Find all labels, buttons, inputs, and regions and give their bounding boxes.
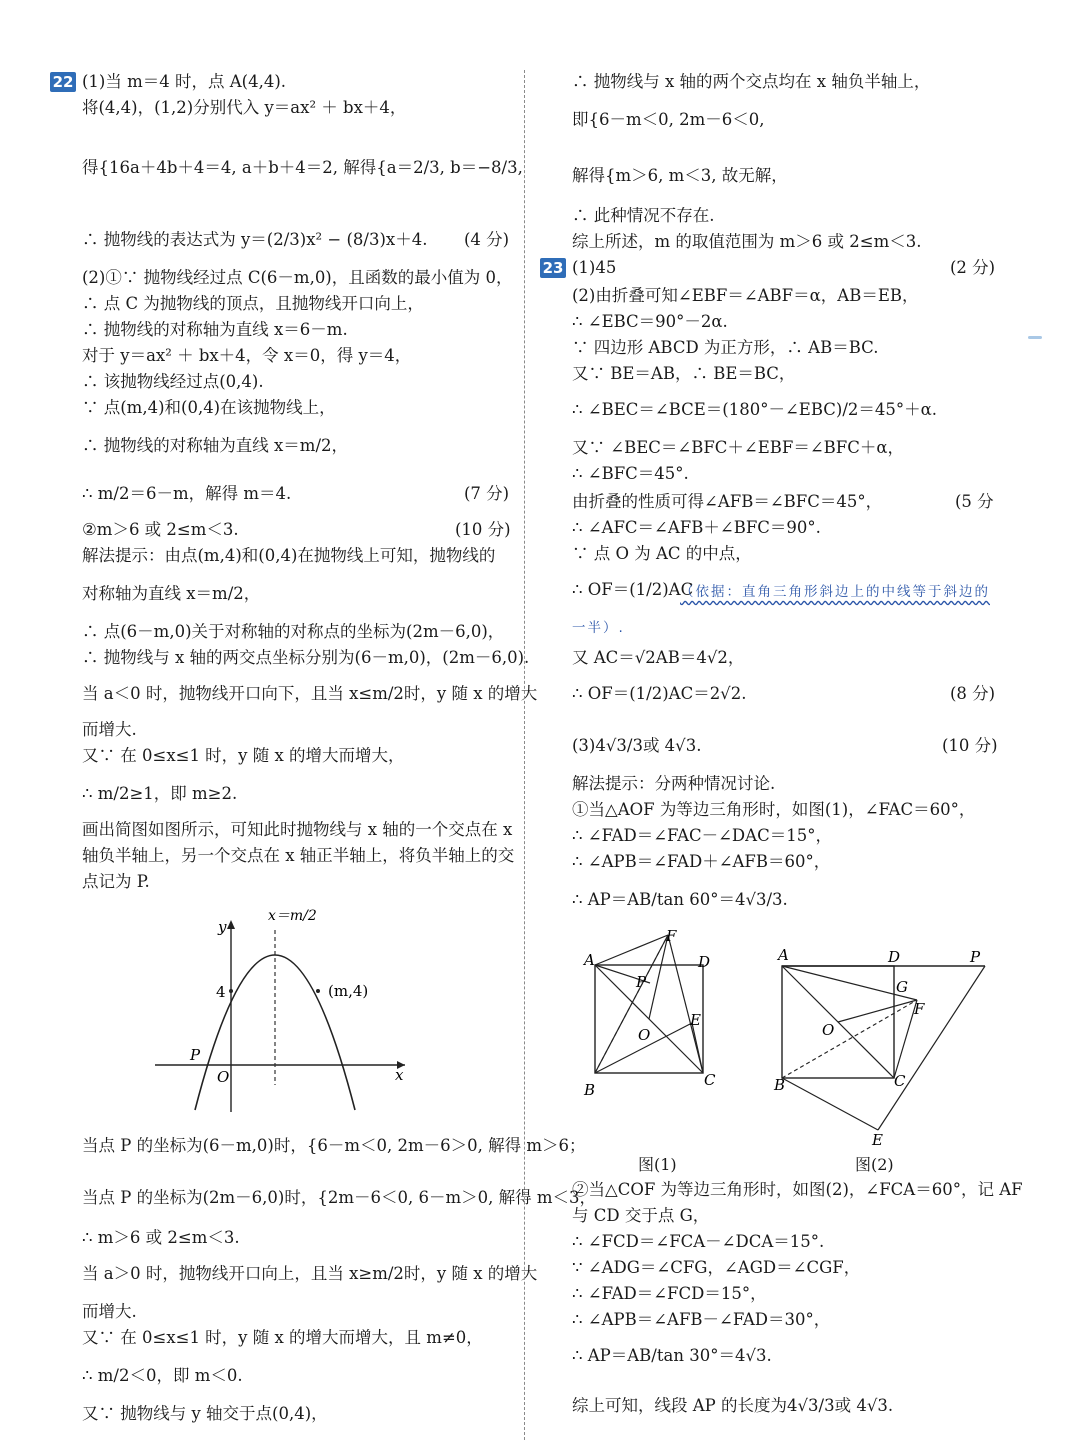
text-line: 与 CD 交于点 G， [572, 1206, 710, 1225]
text-line: 又∵ 在 0≤x≤1 时，y 随 x 的增大而增大， [82, 746, 405, 765]
segment-af [595, 935, 668, 965]
segment-be [782, 1078, 878, 1130]
text-line: ∴ 此种情况不存在. [572, 206, 715, 225]
segment-ec [692, 1023, 703, 1073]
text-line: ∵ 四边形 ABCD 为正方形，∴ AB＝BC. [572, 338, 879, 357]
text-line: ∴ m/2＜0，即 m＜0. [82, 1366, 243, 1385]
label-d: D [698, 953, 711, 971]
text-line: 又∵ ∠BEC＝∠BFC＋∠EBF＝∠BFC＋α， [572, 438, 904, 457]
text-line: ∴ 抛物线的对称轴为直线 x＝m/2， [82, 436, 348, 455]
label-e: E [690, 1011, 701, 1029]
score-label: (10 分) [942, 736, 998, 755]
text-line: 得{16a＋4b＋4＝4, a＋b＋4＝2, 解得{a＝2/3, b＝−8/3, [82, 158, 523, 177]
text-line: 综上所述，m 的取值范围为 m＞6 或 2≤m＜3. [572, 232, 922, 251]
text-line: 又 AC＝√2AB＝4√2， [572, 648, 745, 667]
label-g: G [896, 978, 908, 996]
text-line: (2)①∵ 抛物线经过点 C(6－m,0)，且函数的最小值为 0， [82, 268, 513, 287]
text-line: 对称轴为直线 x＝m/2， [82, 584, 261, 603]
score-label: (10 分) [455, 520, 511, 539]
figure-2-caption: 图(2) [855, 1155, 894, 1174]
text-line: ∵ 点 O 为 AC 的中点， [572, 544, 752, 563]
label-b: B [584, 1081, 596, 1099]
text-line: 点记为 P. [82, 872, 150, 891]
text-line: 由折叠的性质可得∠AFB＝∠BFC＝45°， [572, 492, 883, 511]
text-line: ∴ 抛物线与 x 轴的两交点坐标分别为(6－m,0)，(2m－6,0). [82, 648, 530, 667]
basis-note-end: 一半）. [572, 620, 625, 636]
score-label: (8 分) [950, 684, 996, 703]
text-line: ∴ 抛物线与 x 轴的两个交点均在 x 轴负半轴上， [572, 72, 931, 91]
text-line: ∴ m＞6 或 2≤m＜3. [82, 1228, 240, 1247]
label-o: O [822, 1021, 835, 1039]
parabola-sketch [150, 900, 410, 1120]
basis-note [680, 582, 990, 602]
parabola-curve [195, 955, 355, 1110]
point-p-label: P [190, 1046, 201, 1064]
label-c: C [704, 1071, 716, 1089]
text-line: 而增大. [82, 1302, 137, 1321]
text-line: ∴ 抛物线的对称轴为直线 x＝6－m. [82, 320, 348, 339]
text-line: ∴ ∠FAD＝∠FCD＝15°， [572, 1284, 767, 1303]
text-line: ∵ 点(m,4)和(0,4)在该抛物线上， [82, 398, 336, 417]
label-o: O [638, 1026, 651, 1044]
text-line: 轴负半轴上，另一个交点在 x 轴正半轴上，将负半轴上的交 [82, 846, 515, 865]
text-line: ∴ m/2＝6－m，解得 m＝4. [82, 484, 292, 503]
text-line: 又∵ BE＝AB，∴ BE＝BC， [572, 364, 796, 383]
label-p: P [970, 948, 981, 966]
text-line: (1)当 m＝4 时，点 A(4,4). [82, 72, 287, 91]
text-line: ∴ 点 C 为抛物线的顶点，且抛物线开口向上， [82, 294, 424, 313]
y-axis-arrow [227, 920, 235, 929]
dashed-bf [782, 1000, 917, 1078]
text-line: 解法提示：由点(m,4)和(0,4)在抛物线上可知，抛物线的 [82, 546, 496, 565]
question-22-badge: 22 [50, 72, 76, 92]
figure-1-caption: 图(1) [638, 1155, 677, 1174]
text-line: ∵ ∠ADG＝∠CFG，∠AGD＝∠CGF， [572, 1258, 861, 1277]
text-line: ∴ OF＝(1/2)AC＝2√2. [572, 684, 747, 703]
basis-note-text: （依据：直角三角形斜边上的中线等于斜边的 [680, 584, 990, 600]
y-label: y [218, 918, 227, 936]
text-line: 画出简图如图所示，可知此时抛物线与 x 轴的一个交点在 x [82, 820, 513, 839]
text-line: (1)45 [572, 258, 617, 277]
text-line: ∴ OF＝(1/2)AC [572, 580, 694, 599]
segment-of [838, 1000, 917, 1022]
label-c: C [894, 1072, 906, 1090]
label-a: A [584, 951, 595, 969]
diagonal-ac [595, 965, 703, 1073]
text-line: ②m＞6 或 2≤m＜3. [82, 520, 239, 539]
text-line: 当 a＜0 时，抛物线开口向下，且当 x≤m/2时，y 随 x 的增大 [82, 684, 538, 703]
label-d: D [888, 948, 901, 966]
text-line: ①当△AOF 为等边三角形时，如图(1)，∠FAC＝60°， [572, 800, 976, 819]
text-line: ∴ ∠BEC＝∠BCE＝(180°－∠EBC)/2＝45°＋α. [572, 400, 938, 419]
text-line: ∴ ∠BFC＝45°. [572, 464, 689, 483]
label-a: A [778, 946, 789, 964]
figure-1 [580, 925, 730, 1105]
text-line: 解法提示：分两种情况讨论. [572, 774, 776, 793]
text-line: 对于 y＝ax² ＋ bx＋4，令 x＝0，得 y＝4， [82, 346, 412, 365]
score-label: (2 分) [950, 258, 996, 277]
text-line: ∴ ∠APB＝∠FAD＋∠AFB＝60°， [572, 852, 831, 871]
symmetry-axis-label: x＝m/2 [268, 908, 317, 924]
text-line: ∴ ∠AFC＝∠AFB＋∠BFC＝90°. [572, 518, 821, 537]
text-line: ∴ AP＝AB/tan 30°＝4√3. [572, 1346, 772, 1365]
text-line: 当点 P 的坐标为(6－m,0)时，{6－m＜0, 2m－6＞0, 解得 m＞6； [82, 1136, 586, 1155]
label-f: F [666, 927, 677, 945]
question-23-badge: 23 [540, 258, 566, 278]
point-m4-label: (m,4) [328, 982, 369, 1000]
text-line: ∴ 抛物线的表达式为 y＝(2/3)x² − (8/3)x＋4. [82, 230, 428, 249]
text-line: 综上可知，线段 AP 的长度为4√3/3或 4√3. [572, 1396, 894, 1415]
origin-label: O [217, 1068, 230, 1086]
score-label: (7 分) [464, 484, 510, 503]
column-divider [524, 70, 525, 1440]
segment-of [649, 935, 668, 1019]
text-line: ②当△COF 为等边三角形时，如图(2)，∠FCA＝60°，记 AF [572, 1180, 1023, 1199]
text-line: ∴ ∠FCD＝∠FCA－∠DCA＝15°. [572, 1232, 825, 1251]
text-line: 当 a＞0 时，抛物线开口向上，且当 x≥m/2时，y 随 x 的增大 [82, 1264, 538, 1283]
text-line: 又∵ 抛物线与 y 轴交于点(0,4)， [82, 1404, 328, 1423]
text-line: 而增大. [82, 720, 137, 739]
text-line: ∴ 该抛物线经过点(0,4). [82, 372, 264, 391]
four-label: 4 [216, 983, 226, 1001]
score-label: (4 分) [464, 230, 510, 249]
text-line: ∴ ∠EBC＝90°－2α. [572, 312, 728, 331]
text-line: 即{6－m＜0, 2m－6＜0, [572, 110, 765, 129]
point-m-4 [316, 989, 320, 993]
score-label: (5 分 [955, 492, 994, 511]
label-p: P [636, 973, 647, 991]
figure-2 [770, 940, 1000, 1150]
x-label: x [395, 1066, 404, 1084]
point-0-4 [229, 989, 233, 993]
label-e: E [872, 1131, 883, 1149]
text-line: ∴ 点(6－m,0)关于对称轴的对称点的坐标为(2m－6,0)， [82, 622, 505, 641]
label-f: F [914, 1000, 925, 1018]
text-line: ∴ AP＝AB/tan 60°＝4√3/3. [572, 890, 788, 909]
text-line: ∴ ∠FAD＝∠FAC－∠DAC＝15°， [572, 826, 832, 845]
text-line: 当点 P 的坐标为(2m－6,0)时，{2m－6＜0, 6－m＞0, 解得 m＜3， [82, 1188, 596, 1207]
text-line: ∴ m/2≥1，即 m≥2. [82, 784, 238, 803]
text-line: 将(4,4)，(1,2)分别代入 y＝ax² ＋ bx＋4， [82, 98, 407, 117]
text-line: (3)4√3/3或 4√3. [572, 736, 702, 755]
text-line: (2)由折叠可知∠EBF＝∠ABF＝α，AB＝EB， [572, 286, 919, 305]
text-line: 又∵ 在 0≤x≤1 时，y 随 x 的增大而增大，且 m≠0， [82, 1328, 483, 1347]
text-line: 解得{m＞6, m＜3, 故无解， [572, 166, 788, 185]
label-b: B [774, 1076, 786, 1094]
margin-mark [1028, 336, 1042, 339]
text-line: ∴ ∠APB＝∠AFB－∠FAD＝30°， [572, 1310, 831, 1329]
